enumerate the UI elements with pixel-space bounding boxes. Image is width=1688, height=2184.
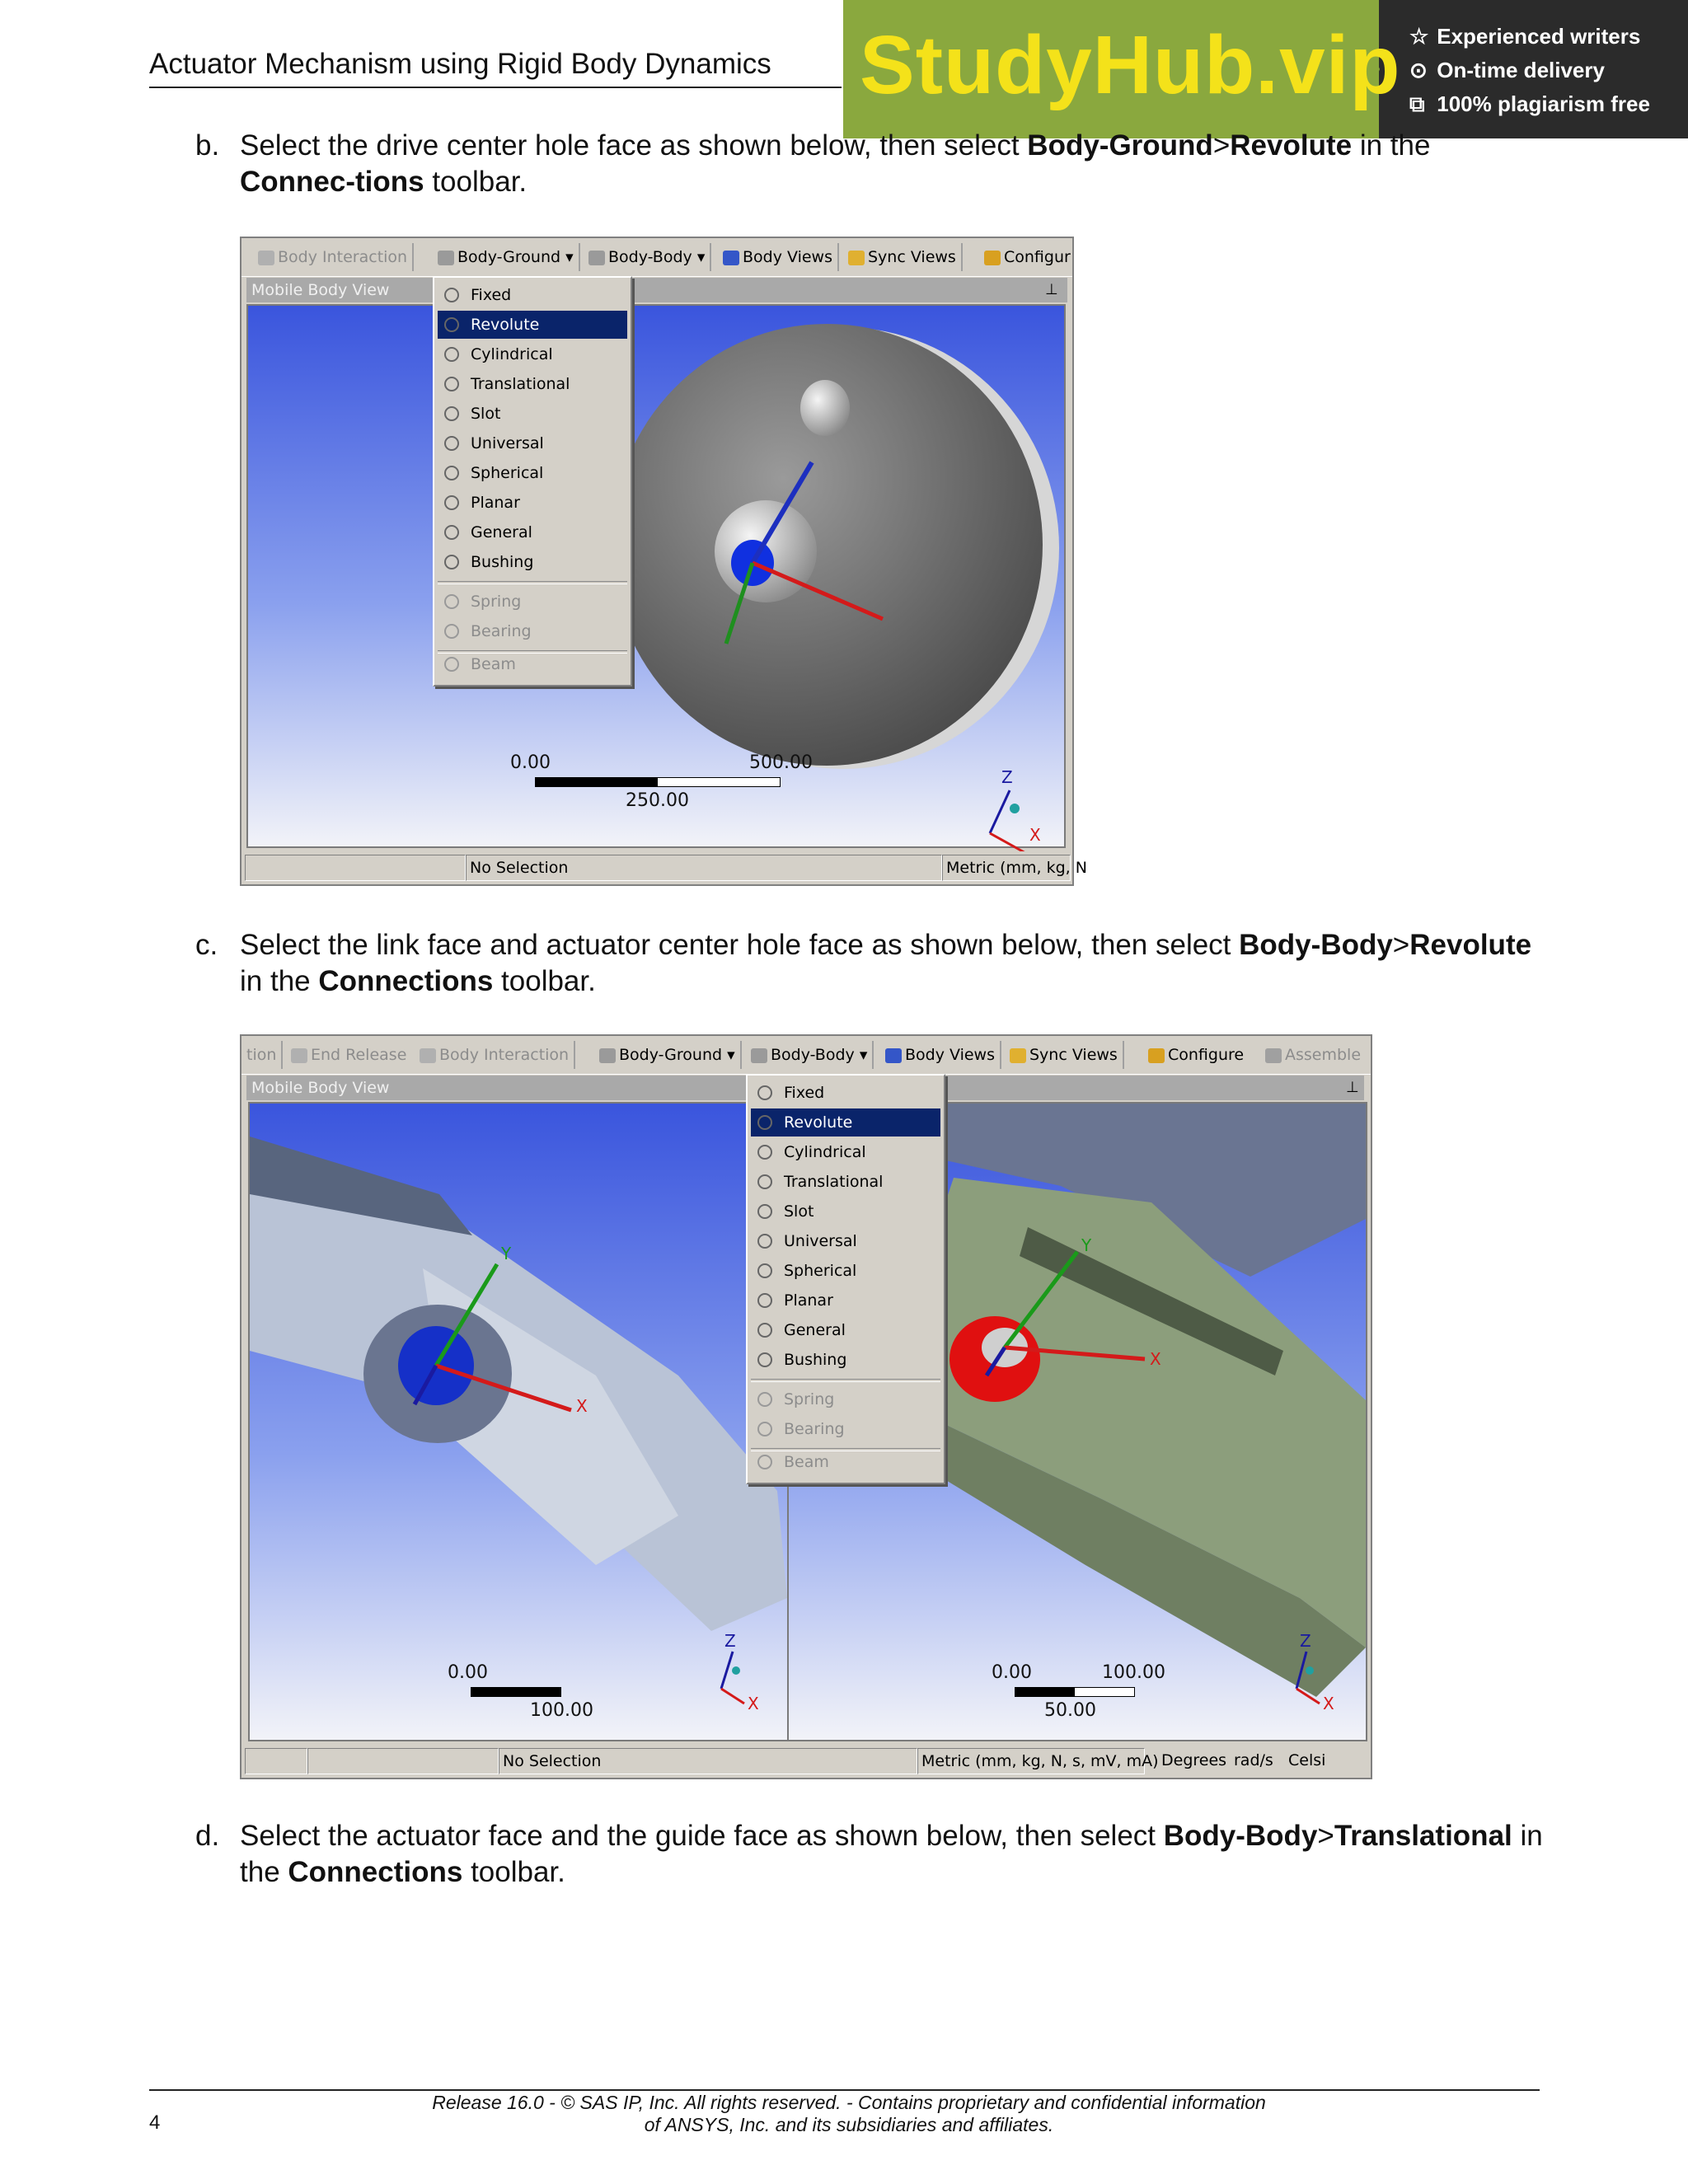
menu-item-fixed[interactable]: Fixed (438, 281, 627, 309)
configure-button[interactable]: Configure (1143, 1041, 1249, 1069)
menu-item-slot[interactable]: Slot (751, 1197, 940, 1226)
ad-banner-features (1409, 20, 1650, 121)
triad-z-label: Z (1001, 767, 1013, 787)
joint-icon (757, 1323, 772, 1338)
body-ground-icon (599, 1048, 616, 1063)
spring-icon (757, 1392, 772, 1407)
joint-icon (444, 466, 459, 480)
body-views-button[interactable]: Body Views (718, 243, 839, 271)
x-axis-label: X (1150, 1349, 1161, 1369)
page-header-title: Actuator Mechanism using Rigid Body Dynamics (149, 48, 771, 80)
triad-z-label: Z (1300, 1631, 1311, 1651)
scale-bar (1015, 1687, 1135, 1697)
triad-x-label: X (1029, 825, 1041, 845)
menu-item-translational[interactable]: Translational (438, 370, 627, 398)
toolbar-partial-button[interactable]: tion (241, 1041, 283, 1069)
menu-item-general[interactable]: General (751, 1316, 940, 1344)
step-text-b: Select the drive center hole face as shown below, then select Body-Ground>Revolute in the Connec-tions toolbar. (240, 129, 1431, 198)
joint-icon (757, 1085, 772, 1100)
scale-left-label: 0.00 (992, 1662, 1032, 1683)
menu-item-fixed[interactable]: Fixed (751, 1079, 940, 1107)
menu-separator (751, 1379, 940, 1382)
menu-item-revolute[interactable]: Revolute (751, 1108, 940, 1137)
status-cell-empty (245, 855, 466, 881)
scale-right-label: 500.00 (749, 752, 813, 773)
scale-bar (535, 777, 781, 787)
clock-icon: ⊙ (1409, 58, 1428, 82)
left-body-viewport[interactable] (248, 1102, 789, 1741)
pin-icon[interactable]: ⊥ (1346, 1079, 1359, 1096)
menu-item-revolute[interactable]: Revolute (438, 311, 627, 339)
beam-icon (757, 1455, 772, 1469)
menu-item-cylindrical[interactable]: Cylindrical (438, 340, 627, 368)
status-selection: No Selection (466, 855, 942, 881)
step-marker-d: d. (195, 1820, 220, 1852)
scale-mid-label: 50.00 (1044, 1700, 1096, 1721)
joint-icon (444, 555, 459, 569)
menu-item-slot[interactable]: Slot (438, 400, 627, 428)
drive-pin (800, 380, 850, 436)
feature-item: ⊙ On-time delivery (1409, 54, 1650, 87)
body-interaction-button[interactable]: Body Interaction (415, 1041, 575, 1069)
triad-x-label: X (1323, 1694, 1334, 1713)
configure-button[interactable]: Configur (979, 243, 1076, 271)
joint-icon (757, 1352, 772, 1367)
triad-z (990, 790, 1010, 833)
body-body-icon (588, 251, 605, 265)
configure-icon (1148, 1048, 1165, 1063)
assemble-icon (1265, 1048, 1282, 1063)
menu-item-planar[interactable]: Planar (751, 1286, 940, 1315)
menu-item-universal[interactable]: Universal (438, 429, 627, 457)
step-marker-b: b. (195, 129, 220, 162)
assemble-button[interactable]: Assemble (1260, 1041, 1366, 1069)
joint-icon (757, 1234, 772, 1249)
status-degrees: Degrees (1161, 1751, 1227, 1769)
mobile-body-viewport[interactable] (246, 304, 1066, 848)
joint-icon (757, 1263, 772, 1278)
copy-icon: ⧉ (1409, 91, 1425, 116)
bearing-icon (444, 624, 459, 639)
body-ground-menu (433, 276, 632, 687)
triad-origin (732, 1666, 740, 1675)
status-celsius: Celsi (1288, 1751, 1326, 1769)
triad-x (721, 1689, 744, 1704)
scale-right-label: 100.00 (530, 1700, 593, 1721)
body-ground-icon (438, 251, 454, 265)
scale-left-label: 0.00 (448, 1662, 488, 1683)
step-text-d: Select the actuator face and the guide face as shown below, then select Body-Body>Translational in the Connections toolbar. (240, 1820, 1543, 1888)
status-bar (241, 1745, 1371, 1778)
body-body-menu (746, 1074, 945, 1484)
screenshot-body-ground-menu (240, 237, 1087, 886)
menu-item-bushing[interactable]: Bushing (438, 548, 627, 576)
body-body-dropdown[interactable]: Body-Body ▾ (746, 1041, 874, 1069)
menu-item-spring: Spring (751, 1385, 940, 1413)
status-selection: No Selection (499, 1748, 917, 1774)
joint-icon (757, 1174, 772, 1189)
connections-toolbar (241, 238, 1072, 277)
joint-icon (444, 406, 459, 421)
joint-icon (444, 317, 459, 332)
pin-icon[interactable]: ⊥ (1045, 281, 1058, 298)
footer-rule (149, 2089, 1540, 2091)
scale-mid-label: 250.00 (626, 790, 689, 811)
spring-icon (444, 594, 459, 609)
connections-toolbar (241, 1036, 1371, 1075)
menu-item-bushing[interactable]: Bushing (751, 1346, 940, 1374)
configure-icon (984, 251, 1001, 265)
joint-icon (444, 525, 459, 540)
body-views-icon (723, 251, 739, 265)
status-rads: rad/s (1234, 1751, 1273, 1769)
scale-bar (471, 1687, 561, 1697)
scale-right-label: 100.00 (1102, 1662, 1165, 1683)
status-bar (241, 851, 1087, 884)
lock-icon (848, 251, 865, 265)
menu-item-planar[interactable]: Planar (438, 489, 627, 517)
status-units: Metric (mm, kg, N, s, mV, mA) (917, 1748, 1145, 1774)
x-axis-label: X (576, 1396, 588, 1416)
joint-icon (444, 436, 459, 451)
menu-item-spherical[interactable]: Spherical (438, 459, 627, 487)
menu-item-general[interactable]: General (438, 518, 627, 546)
menu-item-bearing: Bearing (751, 1415, 940, 1443)
triad-origin (1010, 804, 1020, 813)
menu-item-beam: Beam (751, 1448, 940, 1476)
screenshot-body-body-menu (240, 1034, 1372, 1779)
model-graphic (248, 306, 1064, 846)
y-axis-label: Y (1081, 1235, 1092, 1255)
joint-icon (757, 1293, 772, 1308)
joint-icon (444, 377, 459, 391)
menu-item-spring: Spring (438, 588, 627, 616)
triad-z (721, 1652, 733, 1689)
panel-title: Mobile Body View (246, 278, 1067, 302)
joint-icon (757, 1204, 772, 1219)
triad-x-label: X (748, 1694, 759, 1713)
ad-banner-brand[interactable]: StudyHub.vip (860, 19, 1401, 111)
body-interaction-button[interactable]: Body Interaction (253, 243, 414, 271)
menu-separator (438, 581, 627, 584)
page-number: 4 (149, 2111, 161, 2134)
feature-item: ⧉ 100% plagiarism free (1409, 87, 1650, 121)
step-text-c: Select the link face and actuator center hole face as shown below, then select Body-Body>Revolute in the Connections toolbar. (240, 929, 1532, 997)
body-ground-dropdown[interactable]: Body-Ground ▾ (594, 1041, 742, 1069)
joint-icon (444, 288, 459, 302)
joint-icon (444, 347, 459, 362)
joint-icon (444, 495, 459, 510)
status-units: Metric (mm, kg, N (942, 855, 1071, 881)
joint-icon (757, 1115, 772, 1130)
sync-views-button[interactable]: Sync Views (1005, 1041, 1124, 1069)
menu-item-beam: Beam (438, 650, 627, 678)
body-body-icon (751, 1048, 767, 1063)
menu-item-universal[interactable]: Universal (751, 1227, 940, 1255)
body-views-icon (885, 1048, 902, 1063)
menu-item-translational[interactable]: Translational (751, 1168, 940, 1196)
menu-item-cylindrical[interactable]: Cylindrical (751, 1138, 940, 1166)
footer-line-1: Release 16.0 - © SAS IP, Inc. All rights reserved. - Contains proprietary and confidential information (432, 2092, 1266, 2113)
sync-views-button[interactable]: Sync Views (843, 243, 963, 271)
star-icon: ☆ (1409, 24, 1429, 49)
lock-icon (1010, 1048, 1026, 1063)
scale-left-label: 0.00 (510, 752, 551, 773)
body-interaction-icon (420, 1048, 436, 1063)
body-interaction-icon (258, 251, 274, 265)
joint-icon (757, 1145, 772, 1160)
end-release-button[interactable]: End Release (286, 1041, 411, 1069)
step-marker-c: c. (195, 929, 218, 961)
body-views-button[interactable]: Body Views (880, 1041, 1001, 1069)
status-cell-empty (245, 1748, 307, 1774)
triad-origin (1306, 1666, 1314, 1675)
link-model-graphic (250, 1104, 787, 1740)
triad-z-label: Z (724, 1631, 736, 1651)
panel-title: Mobile Body View (246, 1076, 1364, 1100)
status-cell-empty (307, 1748, 499, 1774)
y-axis-label: Y (501, 1244, 512, 1263)
bearing-icon (757, 1422, 772, 1436)
feature-item: ☆ Experienced writers (1409, 20, 1650, 54)
body-ground-dropdown[interactable]: Body-Ground ▾ (433, 243, 580, 271)
body-body-dropdown[interactable]: Body-Body ▾ (584, 243, 711, 271)
menu-item-spherical[interactable]: Spherical (751, 1257, 940, 1285)
footer-line-2: of ANSYS, Inc. and its subsidiaries and affiliates. (644, 2114, 1054, 2135)
menu-item-bearing: Bearing (438, 617, 627, 645)
footer-copyright (272, 2092, 1426, 2136)
header-rule (149, 87, 842, 88)
end-release-icon (291, 1048, 307, 1063)
beam-icon (444, 657, 459, 672)
